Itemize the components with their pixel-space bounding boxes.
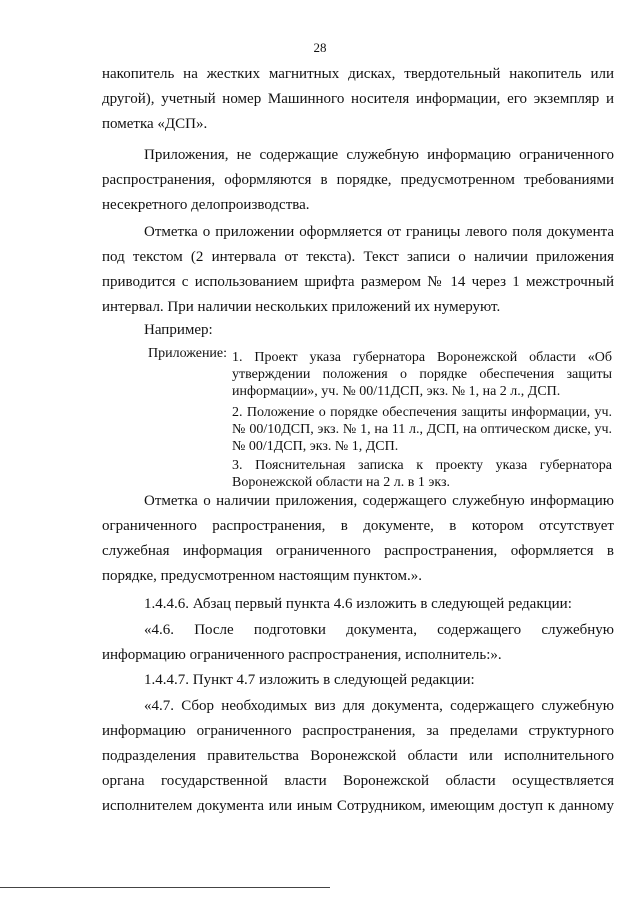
paragraph-attachment-note-confidential: Отметка о наличии приложения, содержащего служебную информацию ограниченного распространения, в документе, в котором отсутствует служебная информация ограниченного распространения, оформляется в порядке, предусмотренном настоящим пунктом.».: [102, 493, 614, 584]
paragraph-clause-4-6: «4.6. После подготовки документа, содержащего служебную информацию ограниченного распространения, исполнитель:».: [102, 622, 614, 663]
attachment-label: Приложение:: [148, 346, 228, 361]
paragraph-clause-4-7: «4.7. Сбор необходимых виз для документа, содержащего служебную информацию ограниченного распространения, за пределами структурного подразделения правительства Воронежской области или исполнительного органа государственной власти Воронежской области осуществляется исполнителем документа или иным Сотрудником, имеющим доступ к данному: [102, 698, 614, 814]
attachment-item-1: 1. Проект указа губернатора Воронежской области «Об утверждении положения о порядке обеспечения защиты информации», уч. № 00/11ДСП, экз. № 1, на 2 л., ДСП.: [232, 350, 612, 399]
paragraph-non-confidential-attachments: Приложения, не содержащие служебную информацию ограниченного распространения, оформляются в порядке, предусмотренном требованиями несекретного делопроизводства.: [102, 147, 614, 213]
paragraph-example-heading: Например:: [144, 322, 213, 338]
paragraph-attachment-note-rules: Отметка о приложении оформляется от границы левого поля документа под текстом (2 интервала от текста). Текст записи о наличии приложения приводится с использованием шрифта размером № 14 через 1 межстрочный интервал. При наличии нескольких приложений их нумеруют.: [102, 224, 614, 315]
paragraph-clause-1-4-4-7: 1.4.4.7. Пункт 4.7 изложить в следующей редакции:: [144, 672, 475, 688]
footer-rule: [0, 887, 330, 888]
paragraph-clause-1-4-4-6: 1.4.4.6. Абзац первый пункта 4.6 изложить в следующей редакции:: [144, 596, 572, 612]
attachment-item-2: 2. Положение о порядке обеспечения защиты информации, уч. № 00/10ДСП, экз. № 1, на 11 л., ДСП, на оптическом диске, уч. № 00/1ДСП, экз. № 1, ДСП.: [232, 405, 612, 454]
paragraph-storage-media: накопитель на жестких магнитных дисках, твердотельный накопитель или другой), учетный номер Машинного носителя информации, его экземпляр и пометка «ДСП».: [102, 66, 614, 132]
page-number: 28: [313, 40, 327, 55]
attachment-item-3: 3. Пояснительная записка к проекту указа губернатора Воронежской области на 2 л. в 1 экз.: [232, 458, 612, 490]
